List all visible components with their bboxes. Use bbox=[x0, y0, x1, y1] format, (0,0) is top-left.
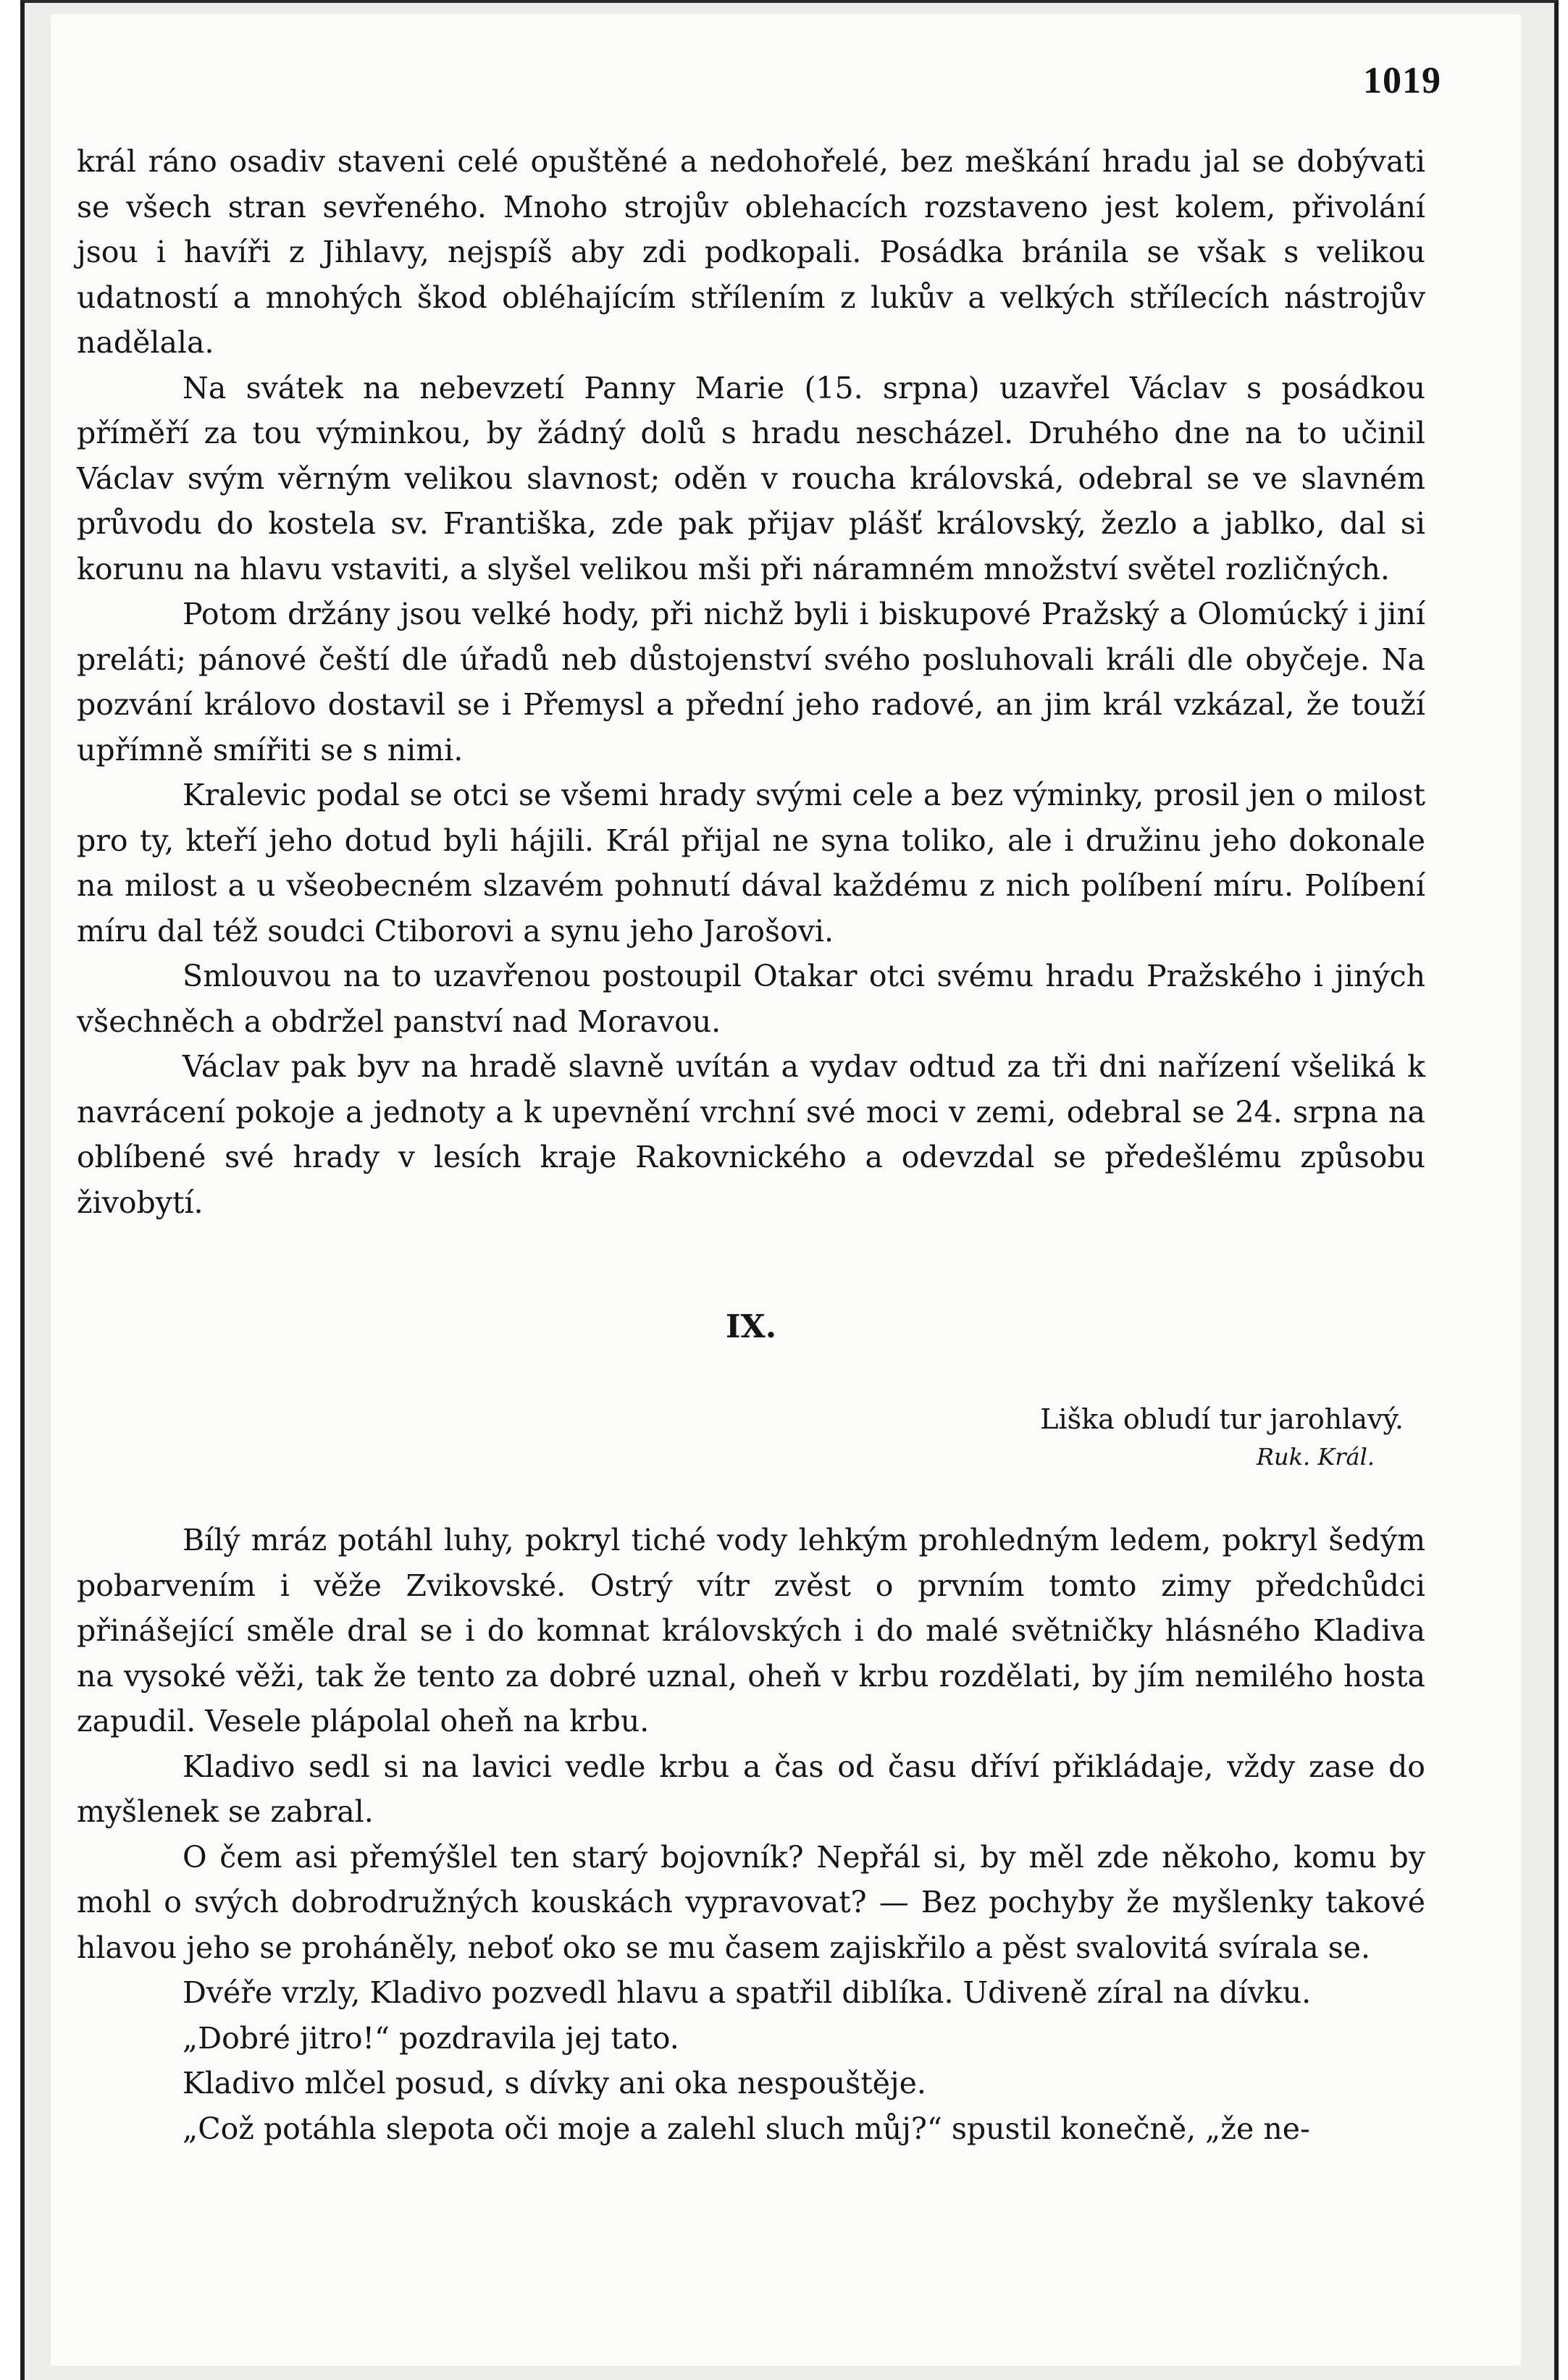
paragraph: Na svátek na nebevzetí Panny Marie (15. srpna) uzavřel Václav s posádkou příměří za tou výminkou, by žádný dolů s hradu nescházel. Druhého dne na to učinil Václav svým věrným velikou slavnost; oděn v roucha královská, odebral se ve slavném průvodu do kostela sv. Františka, zde pak přijav plášť královský, žezlo a jablko, dal si korunu na hlavu vstaviti, a slyšel velikou mši při náramném množství světel rozličných. bbox=[77, 370, 1425, 586]
epigraph bbox=[77, 1400, 1404, 1476]
paragraph: O čem asi přemýšlel ten starý bojovník? Nepřál si, by měl zde někoho, komu by mohl o svých dobrodružných kouskách vypravovat? — Bez pochyby že myšlenky takové hlavou jeho se proháněly, neboť oko se mu časem zajiskřilo a pěst svalovitá svírala se. bbox=[77, 1839, 1425, 1965]
chapter-heading: IX. bbox=[725, 1308, 777, 1345]
dialogue-line: „Což potáhla slepota oči moje a zalehl sluch můj?“ spustil konečně, „že ne- bbox=[183, 2111, 1310, 2146]
paragraph: Kladivo sedl si na lavici vedle krbu a čas od času dříví přikládaje, vždy zase do myšlenek se zabral. bbox=[77, 1749, 1425, 1829]
book-page bbox=[51, 14, 1521, 2366]
page-number: 1019 bbox=[1363, 60, 1441, 101]
body-text bbox=[77, 139, 1425, 2151]
epigraph-line: Liška obludí tur jarohlavý. bbox=[1040, 1403, 1404, 1435]
dialogue-line: „Dobré jitro!“ pozdravila jej tato. bbox=[183, 2020, 679, 2056]
paragraph: Kladivo mlčel posud, s dívky ani oka nespouštěje. bbox=[183, 2066, 926, 2101]
paragraph: Smlouvou na to uzavřenou postoupil Otakar otci svému hradu Pražského i jiných všechněch a obdržel panství nad Moravou. bbox=[77, 959, 1425, 1039]
paragraph: Dvéře vrzly, Kladivo pozvedl hlavu a spatřil diblíka. Udiveně zíral na dívku. bbox=[183, 1975, 1312, 2010]
epigraph-source: Ruk. Král. bbox=[1256, 1443, 1375, 1471]
paragraph: Potom držány jsou velké hody, při nichž byli i biskupové Pražský a Olomúcký i jiní preláti; pánové čeští dle úřadů neb důstojenství svého posluhovali králi dle obyčeje. Na pozvání královo dostavil se i Přemysl a přední jeho radové, an jim král vzkázal, že touží upřímně smířiti se s nimi. bbox=[77, 597, 1425, 768]
paragraph: Václav pak byv na hradě slavně uvítán a vydav odtud za tři dni nařízení všeliká k navrácení pokoje a jednoty a k upevnění vrchní své moci v zemi, odebral se 24. srpna na oblíbené své hrady v lesích kraje Rakovnického a odevzdal se předešlému způsobu živobytí. bbox=[77, 1049, 1425, 1220]
section-spacer bbox=[77, 1476, 1425, 1518]
paragraph-continuation: král ráno osadiv staveni celé opuštěné a nedohořelé, bez meškání hradu jal se dobývati se všech stran sevřeného. Mnoho strojův oblehacích rozstaveno jest kolem, přivolání jsou i havíři z Jihlavy, nejspíš aby zdi podkopali. Posádka bránila se však s velikou udatností a mnohých škod obléhajícím střílením z lukův a velkých střílecích nástrojův nadělala. bbox=[77, 144, 1425, 360]
paragraph: Kralevic podal se otci se všemi hrady svými cele a bez výminky, prosil jen o milost pro ty, kteří jeho dotud byli hájili. Král přijal ne syna toliko, ale i družinu jeho dokonale na milost a u všeobecném slzavém pohnutí dával každému z nich políbení míru. Políbení míru dal též soudci Ctiborovi a synu jeho Jarošovi. bbox=[77, 778, 1425, 949]
paragraph: Bílý mráz potáhl luhy, pokryl tiché vody lehkým prohledným ledem, pokryl šedým pobarvením i věže Zvikovské. Ostrý vítr zvěst o prvním tomto zimy předchůdci přinášející směle dral se i do komnat královských i do malé světničky hlásného Kladiva na vysoké věži, tak že tento za dobré uznal, oheň v krbu rozdělati, by jím nemilého hosta zapudil. Vesele plápolal oheň na krbu. bbox=[77, 1523, 1425, 1738]
